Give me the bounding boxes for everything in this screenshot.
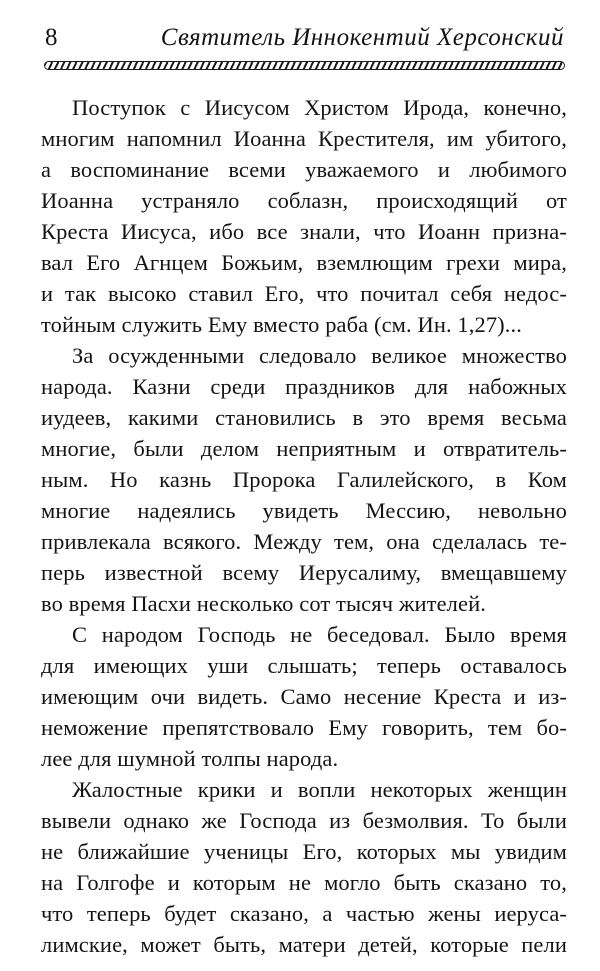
text-line: Жалостные крики и вопли некоторых женщин [72,777,567,802]
text-line: вал Его Агнцем Божьим, вземлющим грехи мира, [41,250,567,275]
running-title: Святитель Иннокентий Херсонский [160,24,564,51]
text-line: За осужденными следовало великое множество [72,343,567,368]
text-line: для имеющих уши слышать; теперь оставалось [41,653,567,678]
text-line: многие, были делом неприятным и отвратитель- [41,436,567,461]
text-line: а воспоминание всеми уважаемого и любимого [41,157,567,182]
text-line: и так высоко ставил Его, что почитал себя недос- [41,281,567,306]
text-line: Креста Иисуса, ибо все знали, что Иоанн призна- [41,219,567,244]
text-line: вывели однако же Господа из безмолвия. То были [41,808,567,833]
paragraph [41,774,567,960]
page-number: 8 [45,24,58,51]
text-body [0,70,600,960]
paragraph [41,92,567,340]
text-line: на Голгофе и которым не могло быть сказано то, [41,870,567,895]
text-line: многие надеялись увидеть Мессию, невольно [41,498,567,523]
text-line: имеющим очи видеть. Само несение Креста и из- [41,684,567,709]
text-line: перь известной всему Иерусалиму, вмещавшему [41,560,567,585]
text-line: не ближайшие ученицы Его, которых мы увидим [41,839,567,864]
text-line: народа. Казни среди праздников для набожных [41,374,567,399]
paragraph [41,619,567,774]
text-line: неможение препятствовало Ему говорить, тем бо- [41,715,567,740]
page-header [0,24,600,52]
text-line: С народом Господь не беседовал. Было время [72,622,567,647]
text-line: Иоанна устраняло соблазн, происходящий от [41,188,567,213]
text-line: многим напомнил Иоанна Крестителя, им убитого, [41,126,567,151]
text-line: во время Пасхи несколько сот тысяч жителей. [41,591,486,616]
text-line: тойным служить Ему вместо раба (см. Ин. 1,27)... [41,312,522,337]
rope-ornament-divider [44,61,565,70]
paragraph [41,340,567,619]
text-line: привлекала всякого. Между тем, она сделалась те- [41,529,567,554]
text-line: Поступок с Иисусом Христом Ирода, конечно, [72,95,567,120]
text-line: лее для шумной толпы народа. [41,746,339,771]
text-line: лимские, может быть, матери детей, которые пели [41,932,567,957]
text-line: ным. Но казнь Пророка Галилейского, в Ком [41,467,567,492]
text-line: что теперь будет сказано, а частью жены иеруса- [41,901,567,926]
text-line: иудеев, какими становились в это время весьма [41,405,567,430]
